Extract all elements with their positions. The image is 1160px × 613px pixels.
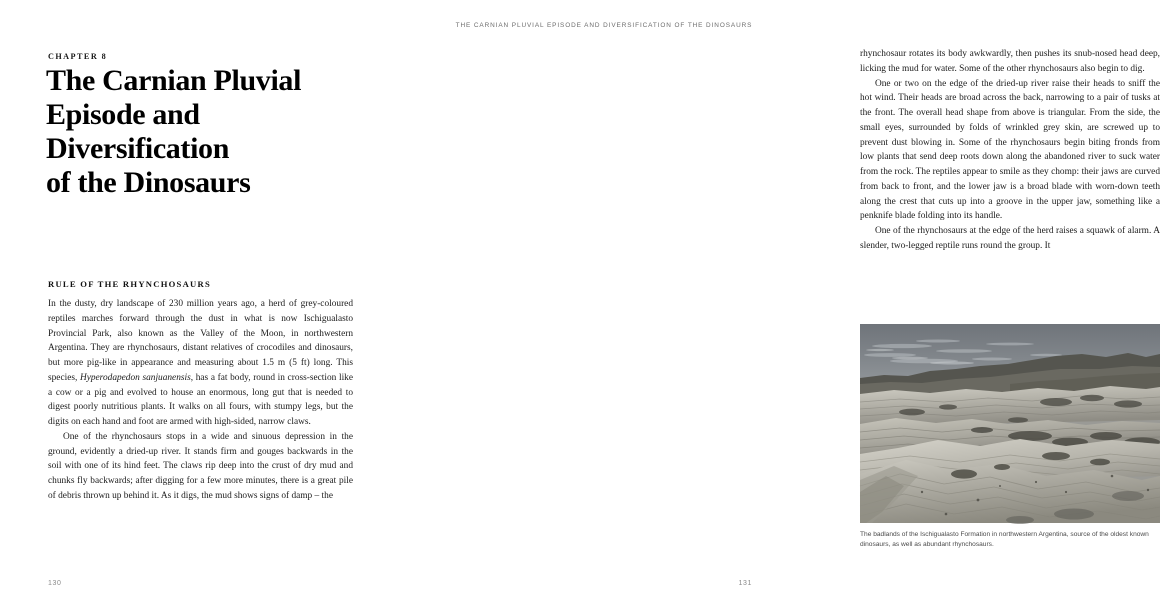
chapter-title-line-1: The Carnian Pluvial	[46, 64, 302, 97]
right-page	[400, 0, 1160, 613]
chapter-title	[46, 64, 366, 200]
folio-left: 130	[48, 580, 62, 587]
badlands-photograph	[860, 324, 1160, 523]
section-heading: RULE OF THE RHYNCHOSAURS	[48, 279, 211, 289]
left-column-body	[48, 297, 353, 504]
figure-caption: The badlands of the Ischigualasto Formation in northwestern Argentina, source of the oldest known dinosaurs, as well as abundant rhynchosaurs.	[860, 531, 1149, 549]
left-page	[0, 0, 400, 613]
chapter-title-line-2: Episode and	[46, 98, 200, 132]
chapter-title-line-4: of the Dinosaurs	[46, 166, 251, 200]
paragraph: One of the rhynchosaurs stops in a wide and sinuous depression in the ground, evidently a dried-up river. It stands firm and gouges backwards in the soil with one of its hind feet. The claws rip deep into the crust of dry mud and chunks fly backwards; after digging for a few more minutes, there is a great pile of debris thrown up behind it. As it digs, the mud shows signs of damp – the	[48, 431, 353, 501]
paragraph: One of the rhynchosaurs at the edge of the herd raises a squawk of alarm. A slender, two-legged reptile runs round the group. It	[860, 226, 1160, 251]
chapter-title-line-3: Diversification	[46, 132, 230, 166]
running-head: THE CARNIAN PLUVIAL EPISODE AND DIVERSIFICATION OF THE DINOSAURS	[455, 22, 753, 29]
paragraph: In the dusty, dry landscape of 230 million years ago, a herd of grey-coloured reptiles marches forward through the dust in what is now Ischigualasto Provincial Park, also known as the Valley of the Moon, in northwestern Argentina. They are rhynchosaurs, distant relatives of crocodiles and dinosaurs, but more pig-like in appearance and measuring about 1.5 m (5 ft) long. This species, Hyperodapedon sanjuanensis, has a fat body, round in cross-section like a cow or a pig and evolved to house an enormous, long gut that is needed to digest poorly nutritious plants. It walks on all fours, with stumpy legs, but the digits on each hand and foot are armed with high-sided, narrow claws.	[48, 299, 353, 427]
folio-right: 131	[738, 580, 752, 587]
chapter-label: CHAPTER 8	[48, 52, 108, 61]
paragraph: One or two on the edge of the dried-up river raise their heads to sniff the hot wind. Their heads are broad across the back, narrowing to a pair of tusks at the front. The overall head shape from above is triangular. From the side, the small eyes, surrounded by folds of wrinkled grey skin, are screwed up to prevent dust blowing in. Some of the rhynchosaurs begin biting fronds from low plants that send deep roots down along the abandoned river to suck water from the rock. The reptiles appear to smile as they chomp: their jaws are curved from back to front, and the lower jaw is a broad blade with worn-down teeth along the crest that cuts up into a groove in the upper jaw, something like a penknife blade folding into its handle.	[860, 78, 1160, 222]
figure-badlands	[860, 324, 1160, 550]
paragraph: rhynchosaur rotates its body awkwardly, then pushes its snub-nosed head deep, licking the mud for water. Some of the other rhynchosaurs also begin to dig.	[860, 49, 1160, 74]
right-column-body	[860, 47, 1160, 254]
